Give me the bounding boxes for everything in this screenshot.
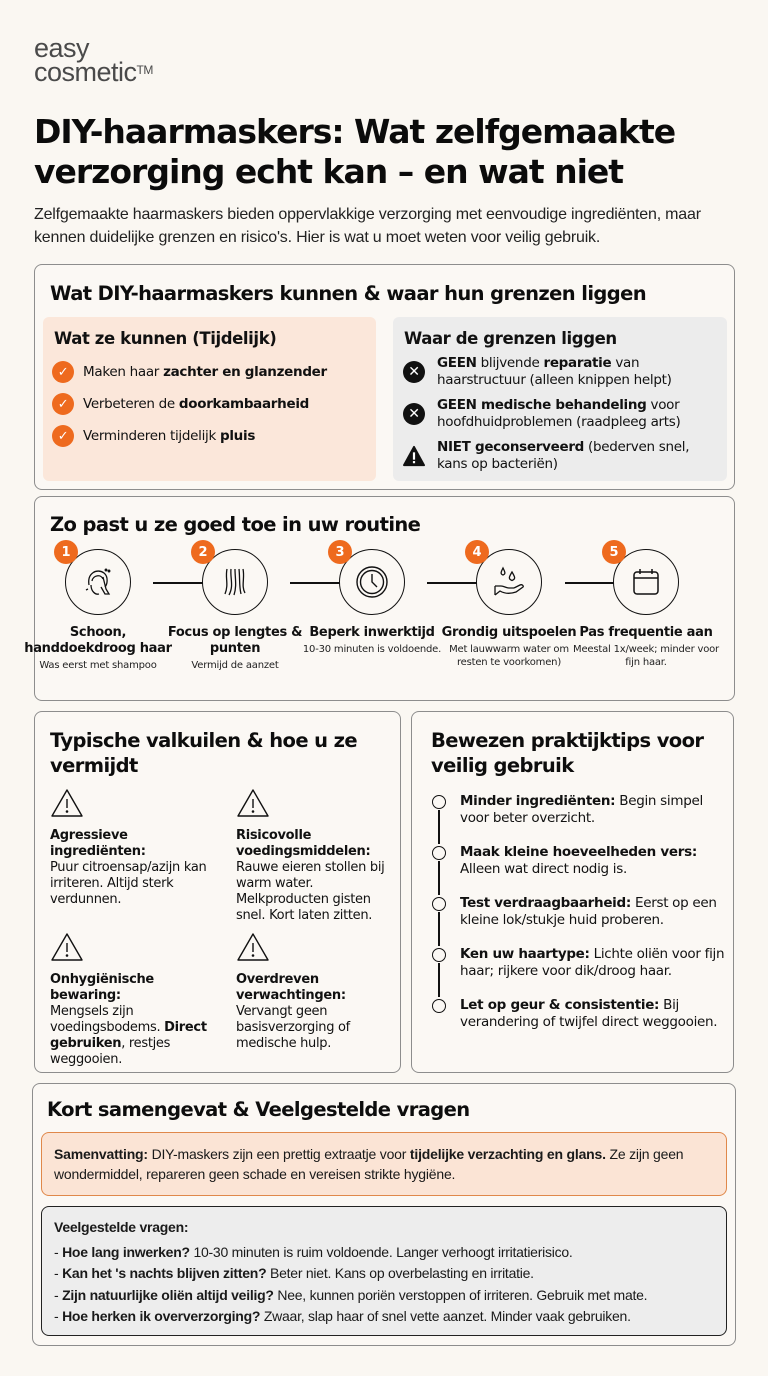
limit-text: blijvende [476, 355, 544, 371]
limit-item [403, 439, 723, 473]
limit-item [403, 355, 723, 389]
limit-text: voor hoofdhuidproblemen (raadpleeg arts) [437, 397, 681, 430]
summary-card [32, 1083, 736, 1346]
routine-step [434, 544, 584, 669]
warning-outline-icon [50, 932, 84, 962]
pitfall-title: Onhygiënische bewaring: [50, 972, 154, 1003]
trademark: TM [136, 63, 153, 77]
limits-box [393, 317, 727, 481]
limit-bold: NIET geconserveerd [437, 439, 585, 455]
step-number: 3 [328, 540, 352, 564]
page-title: DIY-haarmaskers: Wat zelfgemaakte verzorging echt kan – en wat niet [34, 112, 676, 191]
brand-line2: cosmetic [34, 57, 137, 87]
tip-item [460, 844, 730, 878]
circle-icon [432, 795, 446, 809]
limit-bold: GEEN medische behandeling [437, 397, 647, 413]
step-title: Pas frequentie aan [579, 625, 713, 640]
step-number: 5 [602, 540, 626, 564]
tip-bold: Maak kleine hoeveelheden vers: [460, 844, 697, 860]
step-desc: 10-30 minuten is voldoende. [302, 644, 442, 655]
summary-text: DIY-maskers zijn een prettig extraatje voor [147, 1146, 410, 1162]
step-number: 2 [191, 540, 215, 564]
limit-bold: reparatie [543, 355, 612, 371]
pitfall-title: Risicovolle voedingsmiddelen: [236, 828, 371, 859]
step-desc: Met lauwwarm water om resten te voorkomen) [449, 644, 569, 668]
faq-item: - Hoe herken ik oververzorging? Zwaar, slap haar of snel vette aanzet. Minder vaak gebruiken. [54, 1308, 631, 1324]
x-circle-icon: ✕ [403, 361, 425, 383]
routine-step [160, 544, 310, 672]
brand-logo [34, 33, 153, 87]
faq-item: - Kan het 's nachts blijven zitten? Beter niet. Kans op overbelasting en irritatie. [54, 1265, 534, 1281]
check-icon: ✓ [52, 361, 74, 383]
clock-icon [354, 564, 390, 600]
check-icon: ✓ [52, 425, 74, 447]
tip-item [460, 895, 730, 929]
pitfall-item [236, 788, 401, 924]
can-item [52, 361, 327, 383]
step-number: 1 [54, 540, 78, 564]
warning-outline-icon [236, 932, 270, 962]
water-hand-icon [490, 564, 528, 600]
faq-answer: 10-30 minuten is ruim voldoende. Langer verhoogt irritatierisico. [189, 1243, 573, 1260]
can-item [52, 393, 309, 415]
summary-label: Samenvatting: [54, 1146, 148, 1162]
tip-text: Bij verandering of twijfel direct weggooien. [460, 997, 718, 1030]
summary-bold: tijdelijke verzachting en glans. [409, 1146, 606, 1162]
warning-outline-icon [236, 788, 270, 818]
routine-title: Zo past u ze goed toe in uw routine [50, 513, 421, 536]
pitfalls-title: Typische valkuilen & hoe u ze vermijdt [50, 729, 358, 777]
can-title: Wat ze kunnen (Tijdelijk) [54, 329, 277, 348]
tip-bold: Minder ingrediënten: [460, 793, 616, 809]
step-title: Focus op lengtes & punten [167, 625, 303, 656]
summary-title: Kort samengevat & Veelgestelde vragen [47, 1098, 470, 1121]
step-title: Schoon, handdoekdroog haar [24, 625, 172, 656]
limit-bold: GEEN [437, 355, 477, 371]
step-desc: Was eerst met shampoo [39, 660, 157, 671]
limit-text: (bederven snel, kans op bacteriën) [437, 439, 690, 472]
brand-line1: easy [34, 33, 90, 63]
faq-question: Hoe lang inwerken? [62, 1243, 190, 1260]
step-desc: Vermijd de aanzet [191, 660, 279, 671]
tip-item [460, 946, 730, 980]
capabilities-card [34, 264, 735, 490]
circle-icon [432, 897, 446, 911]
warning-icon [403, 445, 425, 467]
can-item-text: Verbeteren de [83, 396, 179, 412]
summary-box [41, 1132, 727, 1196]
warning-outline-icon [50, 788, 84, 818]
faq-item: - Hoe lang inwerken? 10-30 minuten is ruim voldoende. Langer verhoogt irritatierisico. [54, 1243, 573, 1260]
pitfall-desc: Rauwe eieren stollen bij warm water. Melkproducten gisten snel. Kort laten zitten. [236, 860, 385, 923]
limit-item [403, 397, 723, 431]
pitfall-desc-text: , restjes weggooien. [50, 1036, 171, 1067]
faq-box [41, 1206, 727, 1336]
faq-answer: Zwaar, slap haar of snel vette aanzet. Minder vaak gebruiken. [260, 1308, 631, 1324]
pitfall-item [236, 932, 401, 1052]
step-title: Grondig uitspoelen [441, 625, 577, 640]
timeline-line [438, 861, 440, 895]
limits-title: Waar de grenzen liggen [404, 329, 617, 348]
pitfall-item [50, 788, 215, 908]
can-box [43, 317, 376, 481]
timeline-line [438, 810, 440, 844]
circle-icon [432, 846, 446, 860]
capabilities-title: Wat DIY-haarmaskers kunnen & waar hun grenzen liggen [50, 282, 647, 305]
faq-answer: Nee, kunnen poriën verstoppen of irriteren. Gebruik met mate. [273, 1286, 648, 1303]
pitfall-title: Agressieve ingrediënten: [50, 828, 146, 859]
routine-step [297, 544, 447, 656]
calendar-icon [629, 565, 663, 599]
tip-text: Eerst op een kleine lok/stukje huid proberen. [460, 895, 717, 928]
tip-text: Alleen wat direct nodig is. [460, 861, 627, 877]
can-item-text: Maken haar [83, 364, 164, 380]
pitfall-desc-text: Mengsels zijn voedingsbodems. [50, 1004, 165, 1035]
tip-item [460, 997, 730, 1031]
pitfall-item [50, 932, 215, 1068]
tip-bold: Test verdraagbaarheid: [460, 895, 631, 911]
can-item-bold: pluis [219, 428, 256, 444]
faq-question: Kan het 's nachts blijven zitten? [62, 1265, 267, 1281]
circle-icon [432, 948, 446, 962]
pitfall-desc: Puur citroensap/azijn kan irriteren. Altijd sterk verdunnen. [50, 860, 207, 907]
routine-step [23, 544, 173, 672]
can-item-bold: zachter en glanzender [163, 364, 327, 380]
faq-question: Hoe herken ik oververzorging? [62, 1308, 261, 1324]
timeline-line [438, 912, 440, 946]
timeline-line [438, 963, 440, 997]
can-item [52, 425, 255, 447]
hair-strands-icon [217, 564, 253, 600]
tips-card [411, 711, 734, 1073]
routine-card [24, 496, 735, 701]
towel-hair-icon [79, 563, 117, 601]
faq-heading: Veelgestelde vragen: [54, 1219, 189, 1235]
step-desc: Meestal 1x/week; minder voor fijn haar. [573, 644, 719, 668]
tip-text: Lichte oliën voor fijn haar; rijkere voor dik/droog haar. [460, 946, 725, 979]
pitfall-desc: Vervangt geen basisverzorging of medische hulp. [236, 1004, 350, 1051]
tip-item [460, 793, 730, 827]
routine-step [571, 544, 721, 669]
summary-text: Ze zijn geen wondermiddel, repareren geen schade en vereisen strikte hygiëne. [54, 1146, 684, 1182]
pitfall-desc [50, 1004, 215, 1068]
tip-bold: Let op geur & consistentie: [460, 997, 660, 1013]
tips-title: Bewezen praktijktips voor veilig gebruik [431, 729, 704, 777]
circle-icon [432, 999, 446, 1013]
faq-answer: Beter niet. Kans op overbelasting en irritatie. [266, 1265, 534, 1281]
tip-bold: Ken uw haartype: [460, 946, 590, 962]
can-item-text: Verminderen tijdelijk [83, 428, 220, 444]
limit-text: van haarstructuur (alleen knippen helpt) [437, 355, 672, 388]
faq-item: - Zijn natuurlijke oliën altijd veilig? Nee, kunnen poriën verstoppen of irriteren. Gebruik met mate. [54, 1286, 648, 1303]
x-circle-icon: ✕ [403, 403, 425, 425]
can-item-bold: doorkambaarheid [178, 396, 310, 412]
step-title: Beperk inwerktijd [309, 625, 435, 640]
pitfall-desc-bold: Direct gebruiken [50, 1020, 207, 1051]
page-subtitle: Zelfgemaakte haarmaskers bieden oppervlakkige verzorging met eenvoudige ingrediënten, maar kennen duidelijke grenzen en risico's. Hier is wat u moet weten voor veilig gebruik. [34, 206, 701, 246]
step-number: 4 [465, 540, 489, 564]
faq-question: Zijn natuurlijke oliën altijd veilig? [62, 1286, 274, 1303]
check-icon: ✓ [52, 393, 74, 415]
pitfalls-card [34, 711, 401, 1073]
pitfall-title: Overdreven verwachtingen: [236, 972, 346, 1003]
tip-text: Begin simpel voor beter overzicht. [460, 793, 703, 826]
